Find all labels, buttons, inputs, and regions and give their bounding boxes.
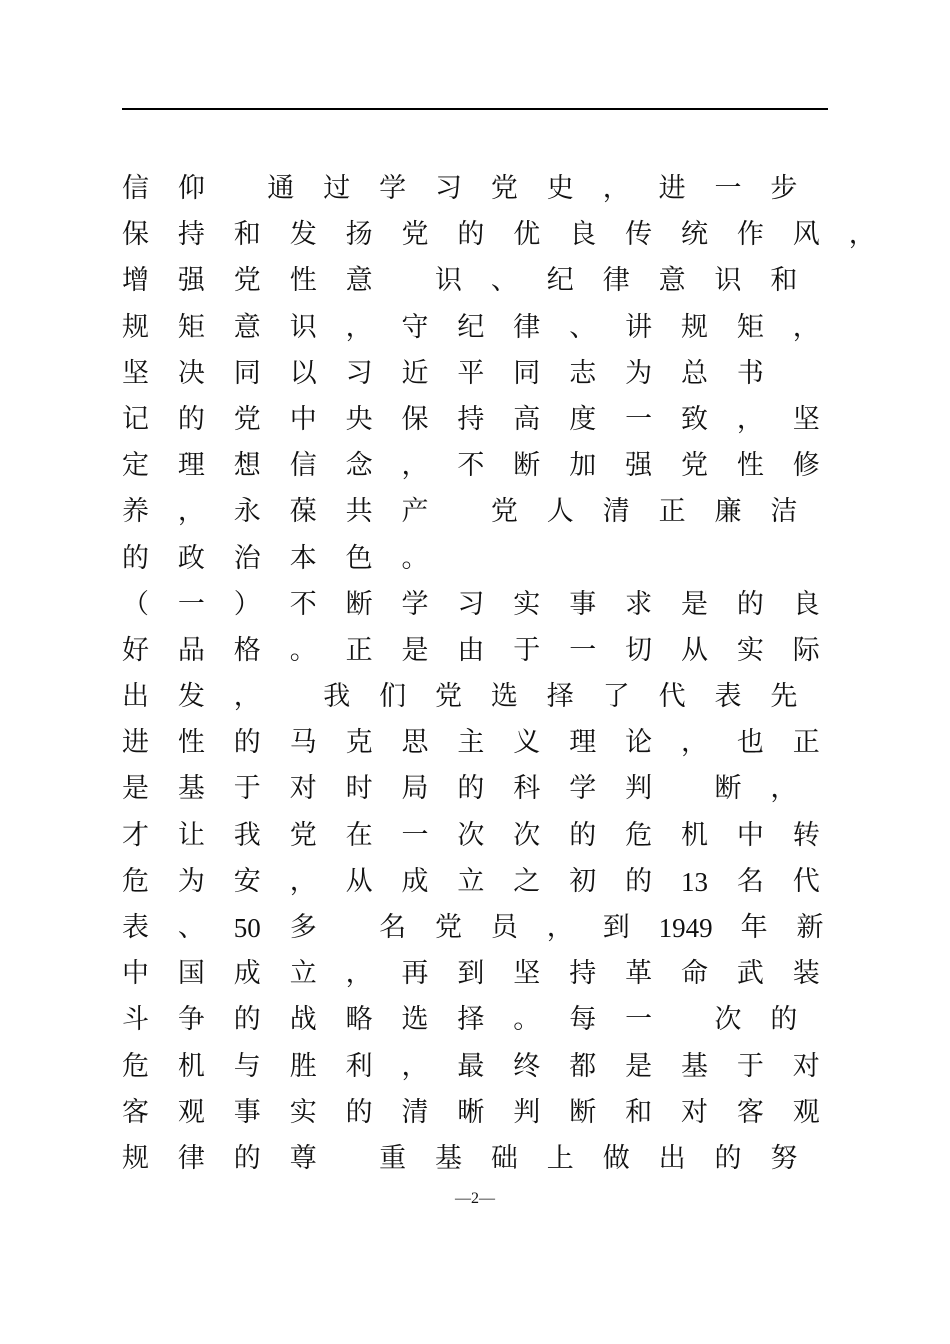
text-line: 才 让 我 党 在 一 次 次 的 危 机 中 转: [122, 819, 820, 851]
text-line: 规 律 的 尊 重 基 础 上 做 出 的 努: [122, 1142, 798, 1174]
header-rule: [122, 108, 828, 110]
text-line: 保 持 和 发 扬 党 的 优 良 传 统 作 风 ，: [122, 219, 876, 251]
text-line: 斗 争 的 战 略 选 择 。 每 一 次 的: [122, 1004, 798, 1036]
text-line: 记 的 党 中 央 保 持 高 度 一 致 ， 坚: [122, 403, 820, 435]
page-number: —2—: [455, 1190, 495, 1207]
text-line: 规 矩 意 识 ， 守 纪 律 、 讲 规 矩 ，: [122, 311, 820, 343]
text-line: 定 理 想 信 念 ， 不 断 加 强 党 性 修: [122, 450, 820, 482]
text-line: （ 一 ） 不 断 学 习 实 事 求 是 的 良: [122, 588, 820, 620]
text-line: 是 基 于 对 时 局 的 科 学 判 断 ，: [122, 773, 798, 805]
text-line: 坚 决 同 以 习 近 平 同 志 为 总 书: [122, 357, 764, 389]
text-line: 客 观 事 实 的 清 晰 判 断 和 对 客 观: [122, 1096, 820, 1128]
text-line: 危 机 与 胜 利 ， 最 终 都 是 基 于 对: [122, 1050, 820, 1082]
text-line: 出 发 ， 我 们 党 选 择 了 代 表 先: [122, 681, 798, 713]
text-line: 养 ， 永 葆 共 产 党 人 清 正 廉 洁: [122, 496, 798, 528]
text-line: 进 性 的 马 克 思 主 义 理 论 ， 也 正: [122, 727, 820, 759]
text-line: 增 强 党 性 意 识 、 纪 律 意 识 和: [122, 265, 798, 297]
text-line: 中 国 成 立 ， 再 到 坚 持 革 命 武 装: [122, 958, 820, 990]
text-line: 危 为 安 ， 从 成 立 之 初 的 13 名 代: [122, 865, 820, 897]
body-text: [122, 166, 876, 1182]
text-line: 表 、 50 多 名 党 员 ， 到 1949 年 新: [122, 912, 824, 943]
text-line: 好 品 格 。 正 是 由 于 一 切 从 实 际: [122, 634, 820, 666]
text-line: 信 仰 通 过 学 习 党 史 ， 进 一 步: [122, 173, 798, 204]
text-line: 的 政 治 本 色 。: [122, 542, 429, 574]
